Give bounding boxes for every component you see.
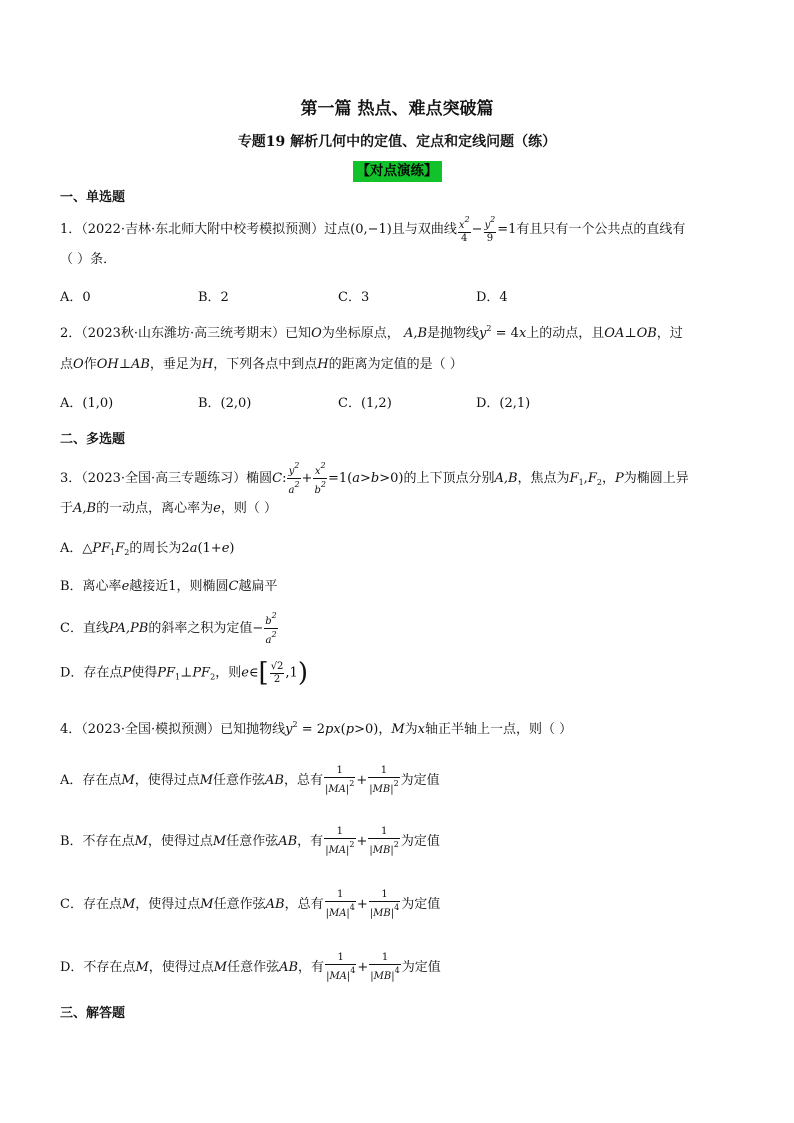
q4-option-c: C．存在点M，使得过点M任意作弦AB，总有 $\frac{1}{|MA|^4}$ + $\frac{1}{|MB|^4}$ 为定值 — [60, 889, 441, 919]
question-2: 2．（2023秋·山东潍坊·高三统考期末）已知O为坐标原点， A,B是抛物线$y^2 = 4x$上的动点，且OA⊥OB，过 — [60, 324, 683, 341]
section-single-choice: 一、单选题 — [60, 190, 126, 205]
question-4: 4．（2023·全国·模拟预测）已知抛物线$y^2 = 2px(p>0)$，M为x轴正半轴上一点，则（ ） — [60, 720, 573, 737]
question-1: 1．（2022·吉林·东北师大附中校考模拟预测）过点(0,−1)且与双曲线 $\frac{x^2}{4}$ − $\frac{y^2}{9}$ =1有且只有一个公共点的直线有 — [60, 215, 686, 244]
section-answer: 三、解答题 — [60, 1006, 126, 1021]
q2-option-c: C．(1,2) — [338, 396, 392, 411]
q4-option-d: D．不存在点M，使得过点M任意作弦AB，有 $\frac{1}{|MA|^4}$ + $\frac{1}{|MB|^4}$ 为定值 — [60, 952, 441, 982]
q1-option-d: D．4 — [476, 290, 508, 305]
q2-option-a: A．(1,0) — [60, 396, 114, 411]
q1-option-a: A．0 — [60, 290, 91, 305]
q4-option-b: B．不存在点M，使得过点M任意作弦AB，有 $\frac{1}{|MA|^2}$ + $\frac{1}{|MB|^2}$ 为定值 — [60, 826, 440, 856]
q2-option-d: D．(2,1) — [476, 396, 531, 411]
q3-option-d: D．存在点P使得$PF_1\perp PF_2$，则e∈[ $\frac{√2}{2}$ ,1) — [60, 658, 308, 688]
badge-row — [0, 160, 794, 182]
section-multi-choice: 二、多选题 — [60, 432, 126, 447]
q1-option-c: C．3 — [338, 290, 370, 305]
question-1-line2: （ ）条． — [60, 252, 117, 267]
question-3-line2: 于A,B的一动点，离心率为e，则（ ） — [60, 501, 277, 516]
q2-option-b: B．(2,0) — [198, 396, 252, 411]
page-subtitle: 专题19 解析几何中的定值、定点和定线问题（练） — [237, 134, 557, 150]
q3-option-a: A．$\triangle PF_1F_2$的周长为2a(1+e) — [60, 541, 235, 557]
q1-option-b: B．2 — [198, 290, 229, 305]
q4-option-a: A．存在点M，使得过点M任意作弦AB，总有 $\frac{1}{|MA|^2}$ + $\frac{1}{|MB|^2}$ 为定值 — [60, 765, 440, 795]
page-title: 第一篇 热点、难点突破篇 — [300, 99, 494, 119]
question-2-line2: 点O作OH⊥AB，垂足为H，下列各点中到点H的距离为定值的是（ ） — [60, 357, 463, 372]
question-3: 3．（2023·全国·高三专题练习）椭圆C: $\frac{y^2}{a^2}$ + $\frac{x^2}{b^2}$ =1(a>b>0)的上下顶点分别A,B，焦点为$F_1,F_2$，P为椭圆上异 — [60, 461, 689, 496]
q3-option-c: C．直线PA,PB的斜率之积为定值− $\frac{b^2}{a^2}$ — [60, 611, 277, 646]
practice-badge: 【对点演练】 — [353, 161, 442, 182]
q3-option-b: B．离心率e越接近1，则椭圆C越扁平 — [60, 579, 278, 594]
